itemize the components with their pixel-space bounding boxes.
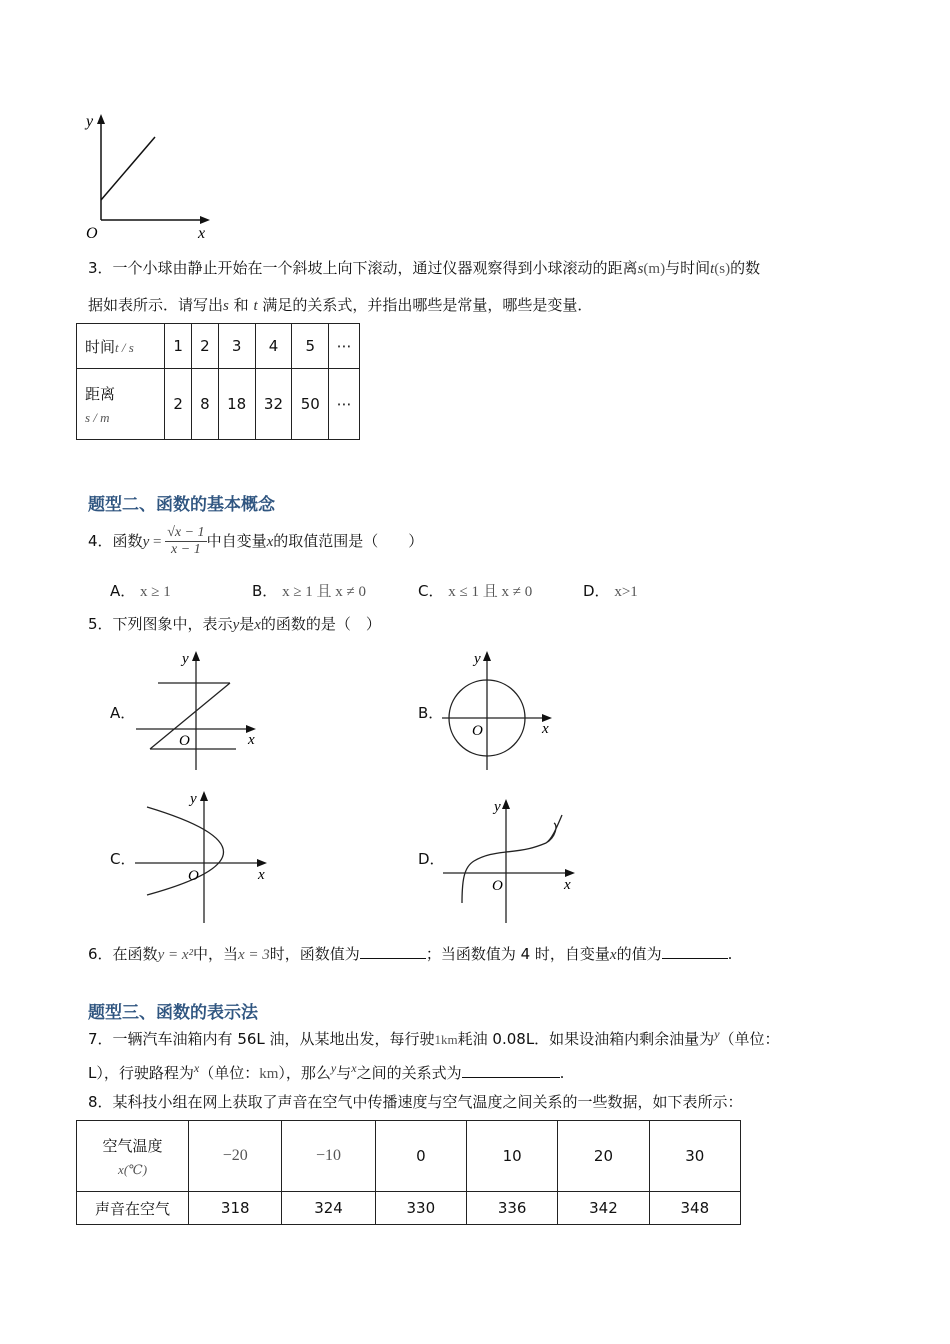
- origin-label: O: [86, 225, 98, 242]
- q7-text: （单位：: [719, 1030, 780, 1048]
- var-x: x: [609, 947, 617, 963]
- section-heading: 题型三、函数的表示法: [88, 1003, 258, 1023]
- x-axis-label: x: [198, 225, 206, 242]
- option-label: B．: [252, 582, 278, 600]
- q7-text: ），那么: [278, 1064, 331, 1082]
- fraction-denominator: x − 1: [171, 542, 201, 557]
- q7-text: 一辆汽车油箱内有 56L 油，从某地出发，每行驶: [112, 1030, 435, 1048]
- fraction-numerator: √x − 1: [167, 525, 205, 540]
- table-cell: 32: [255, 369, 292, 440]
- var-x: x: [193, 1061, 200, 1075]
- option-value: x>1: [614, 584, 638, 600]
- answer-blank-1[interactable]: [360, 944, 426, 959]
- y-axis-label: y: [474, 651, 481, 667]
- table-cell: 5: [292, 324, 329, 369]
- table-cell: 342: [558, 1192, 649, 1225]
- table-cell: ⋯: [329, 369, 360, 440]
- period: .: [727, 945, 733, 963]
- condition: x = 3: [238, 947, 270, 963]
- question-number: 8．: [88, 1093, 113, 1111]
- var-x: x: [351, 1061, 357, 1075]
- row-header-sound-speed: 声音在空气: [77, 1192, 189, 1225]
- table-cell: −10: [282, 1121, 375, 1192]
- q3-text: 一个小球由静止开始在一个斜坡上向下滚动，通过仪器观察得到小球滚动的距离: [112, 259, 638, 277]
- table-cell: 348: [649, 1192, 740, 1225]
- unit-m: (m): [643, 261, 666, 277]
- var-s: s: [223, 298, 229, 314]
- fraction: [165, 525, 206, 558]
- unit-label: t / s: [115, 339, 134, 355]
- unit-label: s / m: [85, 409, 110, 425]
- option-value: x ≥ 1: [140, 584, 171, 600]
- graph-d-label[interactable]: D．: [418, 850, 445, 868]
- q3-line1: [88, 258, 760, 279]
- var-y: y: [142, 534, 150, 550]
- table-cell: 2: [192, 324, 219, 369]
- var-y: y: [714, 1027, 720, 1041]
- origin-label: O: [179, 733, 190, 749]
- q7-text: （单位：: [199, 1064, 260, 1082]
- equals-sign: =: [149, 534, 166, 550]
- option-b[interactable]: [252, 580, 366, 601]
- table-cell: 3: [218, 324, 255, 369]
- q4-line: [88, 522, 423, 561]
- option-d[interactable]: [583, 580, 638, 601]
- q3-line2: [88, 295, 592, 316]
- unit-km: 1km: [434, 1032, 458, 1047]
- table-cell: 336: [467, 1192, 558, 1225]
- table-cell: 20: [558, 1121, 649, 1192]
- var-x: x: [266, 534, 274, 550]
- label: 空气温度: [102, 1136, 163, 1155]
- table-row: [77, 1192, 741, 1225]
- x-axis-label: x: [564, 877, 571, 893]
- unit-label: x(℃): [118, 1161, 148, 1177]
- table-cell: 18: [218, 369, 255, 440]
- q5-text: 下列图象中，表示: [112, 615, 233, 633]
- option-value: x ≥ 1 且 x ≠ 0: [282, 584, 367, 600]
- table-cell: 330: [375, 1192, 466, 1225]
- x-axis-label: x: [258, 867, 265, 883]
- option-a[interactable]: [110, 580, 171, 601]
- q3-text: 和: [233, 296, 249, 314]
- row-header-distance: [77, 369, 165, 440]
- section-heading: 题型二、函数的基本概念: [88, 495, 275, 515]
- table-cell: 0: [375, 1121, 466, 1192]
- table-cell: 50: [292, 369, 329, 440]
- option-label: D．: [583, 582, 610, 600]
- table-cell: 4: [255, 324, 292, 369]
- table-cell: 8: [192, 369, 219, 440]
- table-cell: −20: [189, 1121, 282, 1192]
- table-cell: ⋯: [329, 324, 360, 369]
- q5-text: 的函数的是（ ）: [260, 615, 381, 633]
- q5-line: [88, 614, 381, 635]
- table-row: [77, 369, 360, 440]
- row-header-time: [77, 324, 165, 369]
- var-y: y: [232, 617, 240, 633]
- table-row: [77, 324, 360, 369]
- period: .: [559, 1064, 565, 1082]
- q8-text: 某科技小组在网上获取了声音在空气中传播速度与空气温度之间关系的一些数据，如下表所示：: [112, 1093, 743, 1111]
- graph-c-label[interactable]: C．: [110, 850, 136, 868]
- unit-s: (s): [714, 261, 731, 277]
- q7-line1: [88, 1024, 780, 1050]
- x-axis-label: x: [248, 732, 255, 748]
- var-y: y: [330, 1061, 337, 1075]
- q3-text: 与时间: [665, 259, 711, 277]
- q6-text: ；当函数值为 4 时，自变量: [425, 945, 610, 963]
- unit-km: km: [259, 1066, 279, 1082]
- graph-d-figure[interactable]: [438, 785, 583, 925]
- formula: y = x²: [157, 947, 193, 963]
- q7-text: 耗油 0.08L．如果设油箱内剩余油量为: [457, 1030, 715, 1048]
- q3-text: 的数: [730, 259, 761, 277]
- graph-a-label[interactable]: A．: [110, 704, 136, 722]
- var-t: t: [253, 298, 258, 314]
- linear-graph-figure: [80, 108, 220, 243]
- q7-line2: [88, 1058, 564, 1084]
- table-cell: 2: [165, 369, 192, 440]
- q3-text: 满足的关系式，并指出哪些是常量，哪些是变量．: [262, 296, 593, 314]
- label: 距离: [85, 384, 116, 403]
- q7-text: L），行驶路程为: [88, 1064, 194, 1082]
- question-number: 5．: [88, 615, 113, 633]
- table-cell: 324: [282, 1192, 375, 1225]
- table-cell: 10: [467, 1121, 558, 1192]
- q6-line: [88, 944, 732, 965]
- q3-data-table: [76, 323, 360, 440]
- option-label: C．: [418, 582, 444, 600]
- table-cell: 1: [165, 324, 192, 369]
- q4-text: 的取值范围是（ ）: [273, 532, 424, 550]
- option-c[interactable]: [418, 580, 532, 601]
- q6-text: 时，函数值为: [269, 945, 360, 963]
- y-axis-label: y: [494, 799, 501, 815]
- answer-blank-2[interactable]: [662, 944, 728, 959]
- var-x: x: [254, 617, 261, 633]
- answer-blank[interactable]: [462, 1063, 560, 1078]
- y-axis-label: y: [182, 651, 189, 667]
- x-axis-label: x: [542, 721, 549, 737]
- table-cell: 30: [649, 1121, 740, 1192]
- q6-text: 的值为: [616, 945, 662, 963]
- table-row: [77, 1121, 741, 1192]
- y-axis-label: y: [190, 791, 197, 807]
- row-header-temperature: [77, 1121, 189, 1192]
- var-t: t: [710, 261, 715, 277]
- origin-label: O: [492, 878, 503, 894]
- q7-text: 之间的关系式为: [356, 1064, 462, 1082]
- option-value: x ≤ 1 且 x ≠ 0: [448, 584, 533, 600]
- graph-a-figure[interactable]: [130, 645, 270, 775]
- origin-label: O: [188, 868, 199, 884]
- q6-text: 在函数: [112, 945, 158, 963]
- graph-c-figure[interactable]: [130, 785, 275, 925]
- q5-text: 是: [239, 615, 255, 633]
- q8-data-table: [76, 1120, 741, 1225]
- question-number: 6．: [88, 945, 113, 963]
- label: 时间: [85, 337, 116, 356]
- q4-text: 中自变量: [206, 532, 267, 550]
- origin-label: O: [472, 723, 483, 739]
- question-number: 4．: [88, 532, 113, 550]
- graph-b-figure[interactable]: [438, 645, 578, 775]
- q7-text: 与: [336, 1064, 352, 1082]
- option-label: A．: [110, 582, 136, 600]
- q8-line: [88, 1092, 743, 1112]
- question-number: 7．: [88, 1030, 113, 1048]
- graph-b-label[interactable]: B．: [418, 704, 444, 722]
- q4-text: 函数: [112, 532, 143, 550]
- q3-text: 据如表所示．请写出: [88, 296, 224, 314]
- q6-text: 中，当: [193, 945, 239, 963]
- question-number: 3．: [88, 259, 113, 277]
- var-s: s: [637, 261, 644, 277]
- table-cell: 318: [189, 1192, 282, 1225]
- y-axis-label: y: [86, 113, 94, 130]
